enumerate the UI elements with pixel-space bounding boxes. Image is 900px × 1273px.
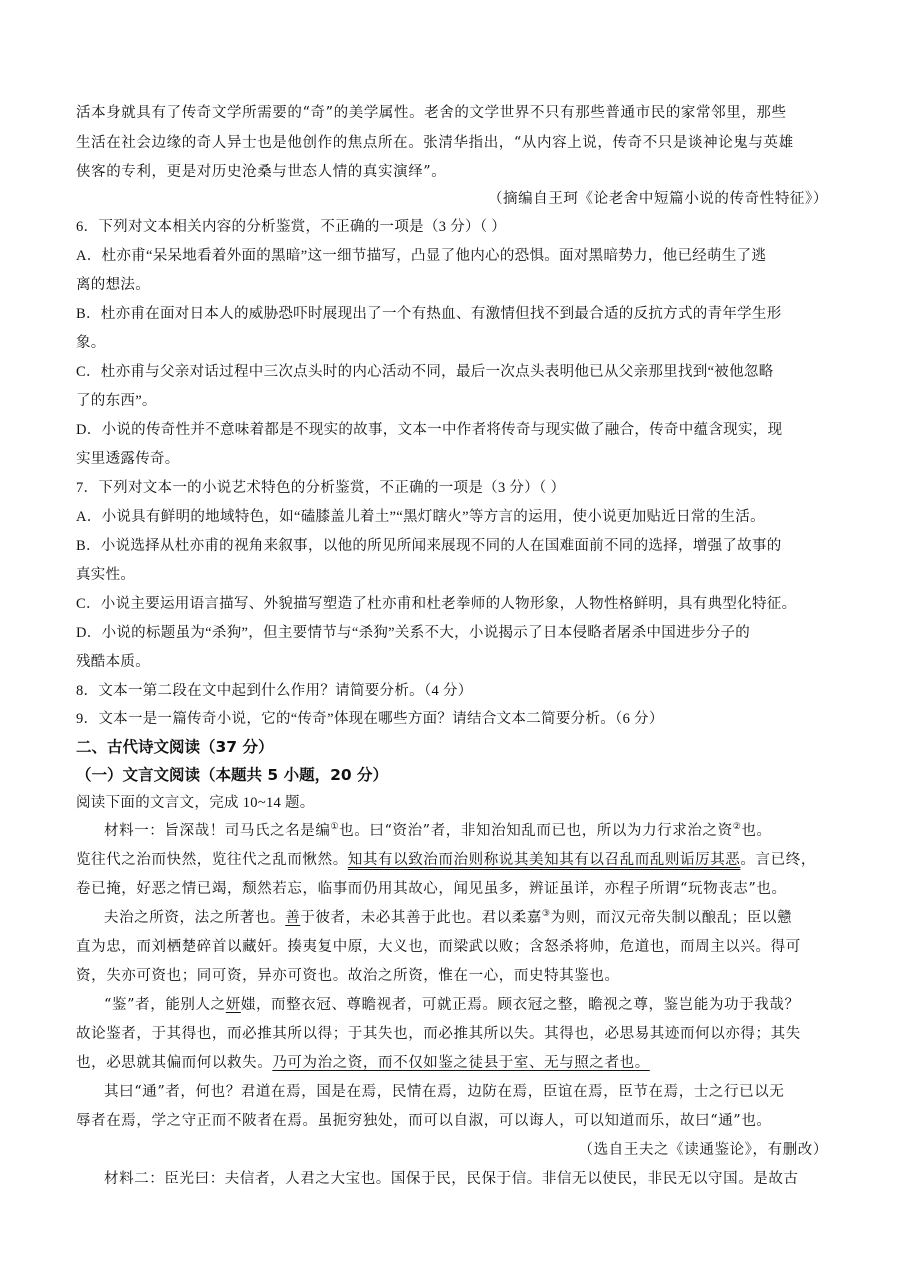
text-line: 侠客的专利，更是对历史沧桑与世态人情的真实演绎”。 (76, 164, 447, 180)
option-7d: D．小说的标题虽为“杀狗”，但主要情节与“杀狗”关系不大，小说揭示了日本侵略者屠杀中国进步分子的 (76, 625, 751, 641)
marked-character: 善 (285, 910, 301, 926)
option-6c: C．杜亦甫与父亲对话过程中三次点头时的内心活动不同，最后一次点头表明他已从父亲那里找到“被他忽略 (76, 364, 774, 380)
footnote-mark: ② (732, 822, 742, 833)
option-6d-cont: 实里透露传奇。 (76, 451, 180, 467)
option-6d: D．小说的传奇性并不意味着都是不现实的故事，文本一中作者将传奇与现实做了融合，传奇中蕴含现实，现 (76, 422, 783, 438)
text-line: 直为忠，而刘栖楚碎首以藏奸。揍夷复中原，大义也，而梁武以败；含怒杀将帅，危道也，而周主以兴。得可 (76, 939, 801, 955)
option-6b: B．杜亦甫在面对日本人的威胁恐吓时展现出了一个有热血、有激情但找不到最合适的反抗方式的青年学生形 (76, 306, 782, 322)
text-line: 卷已掩，好恶之情已竭，颓然若忘，临事而仍用其故心，闻见虽多，辨证虽详，亦程子所谓“玩物丧志”也。 (76, 881, 787, 897)
question-6: 6．下列对文本相关内容的分析鉴赏，不正确的一项是（3 分）（ ） (76, 219, 507, 235)
text-segment: 览往代之治而快然，览往代之乱而愀然。 (76, 852, 348, 868)
text-segment: 为则，而汉元帝失制以酿乱；臣以戆 (550, 910, 793, 926)
option-7b-cont: 真实性。 (76, 567, 136, 583)
text-segment: 。言已终， (740, 852, 816, 868)
footnote-mark: ③ (541, 909, 551, 920)
text-line: 故论鉴者，于其得也，而必推其所以得；于其失也，而必推其所以失。其得也，必思易其迹而何以亦得；其失 (76, 1026, 801, 1042)
option-6b-cont: 象。 (76, 335, 106, 351)
material-one-para-3 (104, 995, 828, 1015)
source-citation: （摘编自王珂《论老舍中短篇小说的传奇性特征》） (487, 191, 828, 207)
material-two-para-1: 材料二：臣光曰：夫信者，人君之大宝也。国保于民，民保于信。非信无以使民，非民无以守国。是故古 (104, 1171, 799, 1187)
material-one-para-4: 其曰“通”者，何也？君道在焉，国是在焉，民情在焉，边防在焉，臣谊在焉，臣节在焉，士之行已以无 (104, 1084, 785, 1100)
material-one-para-1 (104, 821, 828, 841)
option-7b: B．小说选择从杜亦甫的视角来叙事，以他的所见所闻来展现不同的人在国难面前不同的选择，增强了故事的 (76, 538, 782, 554)
option-6c-cont: 了的东西”。 (76, 393, 157, 409)
option-6a: A．杜亦甫“呆呆地看着外面的黑暗”这一细节描写，凸显了他内心的恐惧。面对黑暗势力，他已经萌生了逃 (76, 248, 767, 264)
text-segment: “鉴”者，能别人之 (104, 997, 226, 1013)
question-9: 9．文本一是一篇传奇小说，它的“传奇”体现在哪些方面？请结合文本二简要分析。（6 分） (76, 711, 664, 727)
source-citation: （选自王夫之《读通鉴论》，有删改） (578, 1142, 828, 1158)
text-segment: 也。 (741, 823, 772, 839)
marked-character: 妍 (225, 997, 241, 1013)
subsection-heading: （一）文言文阅读（本题共 5 小题，20 分） (76, 766, 389, 784)
option-7c: C．小说主要运用语言描写、外貌描写塑造了杜亦甫和杜老拳师的人物形象，人物性格鲜明，具有典型化特征。 (76, 596, 797, 612)
text-segment: 媸，而整衣冠、尊瞻视者，可就正焉。顾衣冠之整，瞻视之尊，鉴岂能为功于我哉？ (240, 997, 800, 1013)
question-7: 7．下列对文本一的小说艺术特色的分析鉴赏，不正确的一项是（3 分）（ ） (76, 480, 566, 496)
option-7a: A．小说具有鲜明的地域特色，如“磕膝盖儿着土”“黑灯瞎火”等方言的运用，使小说更加贴近日常的生活。 (76, 509, 765, 525)
underlined-sentence: 乃可为治之资，而不仅如鉴之徒县于室、无与照之者也。 (272, 1055, 650, 1071)
text-line (76, 850, 828, 870)
option-7d-cont: 残酷本质。 (76, 654, 150, 670)
text-segment: 夫治之所资，法之所著也。 (104, 910, 286, 926)
text-segment: 于彼者，未必其善于此也。君以柔嘉 (300, 910, 542, 926)
option-6a-cont: 离的想法。 (76, 277, 150, 293)
text-line: 生活在社会边缘的奇人异士也是他创作的焦点所在。张清华指出，“从内容上说，传奇不只是谈神论鬼与英雄 (76, 135, 794, 151)
text-line: 辱者在焉，学之守正而不陂者在焉。虽扼穷独处，而可以自淑，可以诲人，可以知道而乐，故曰“通”也。 (76, 1113, 772, 1129)
footnote-mark: ① (330, 822, 340, 833)
question-8: 8．文本一第二段在文中起到什么作用？请简要分析。（4 分） (76, 683, 473, 699)
instructions: 阅读下面的文言文，完成 10~14 题。 (76, 795, 315, 811)
underlined-sentence: 知其有以致治而治则称说其美知其有以召乱而乱则诟厉其恶 (347, 852, 741, 868)
material-one-para-2 (104, 908, 828, 928)
text-line (76, 1053, 828, 1073)
section-heading: 二、古代诗文阅读（37 分） (76, 738, 274, 756)
text-segment: 材料一：旨深哉！司马氏之名是编 (104, 823, 331, 839)
text-line: 活本身就具有了传奇文学所需要的“奇”的美学属性。老舍的文学世界不只有那些普通市民的家常邻里，那些 (76, 105, 787, 121)
text-line: 资，失亦可资也；同可资，异亦可资也。故治之所资，惟在一心，而史特其鉴也。 (76, 968, 620, 984)
text-segment: 也，必思就其偏而何以救失。 (76, 1055, 273, 1071)
text-segment: 也。曰“资治”者，非知治知乱而已也，所以为力行求治之资 (339, 823, 733, 839)
